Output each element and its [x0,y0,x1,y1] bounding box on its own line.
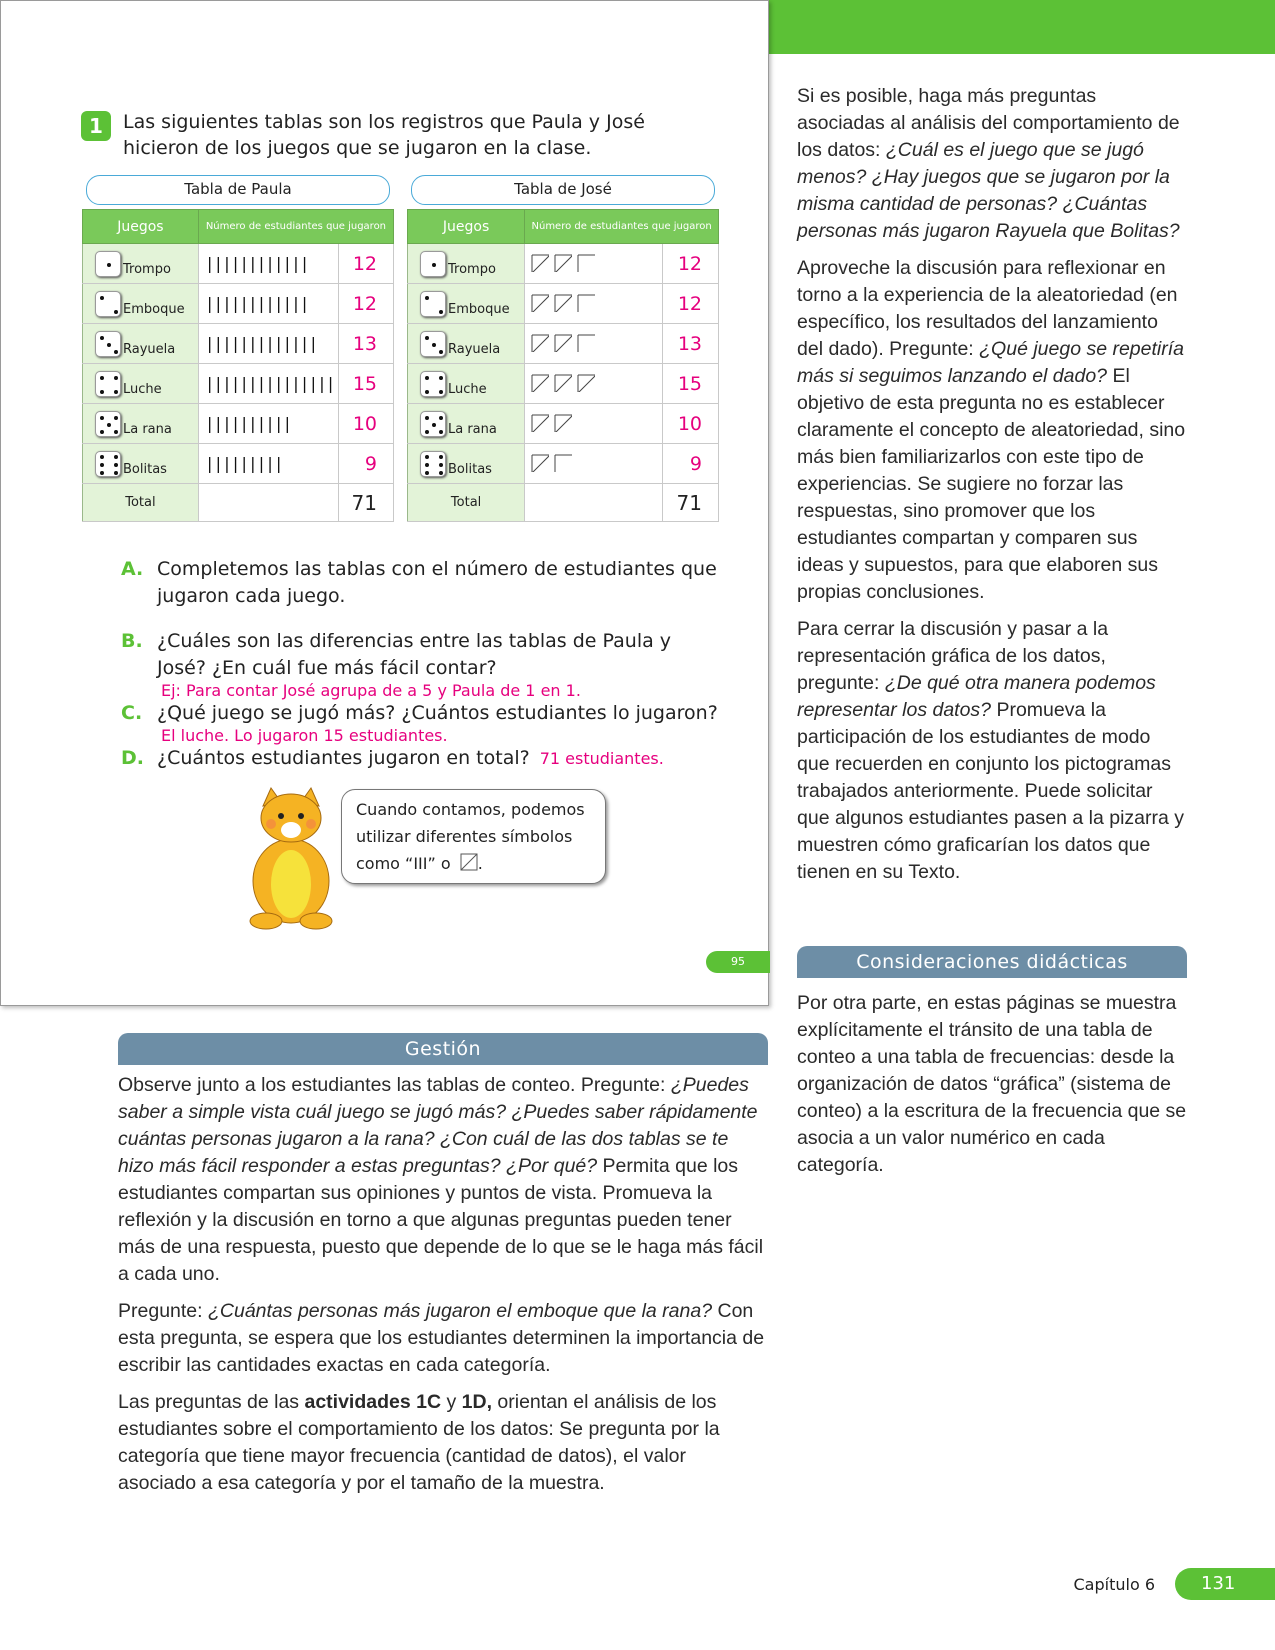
game-cell [83,244,199,284]
game-cell [83,364,199,404]
table-row [83,244,394,284]
jose-table [407,175,719,522]
tally-group-5-icon [554,414,572,432]
table-row [83,284,394,324]
question-b: B. ¿Cuáles son las diferencias entre las tablas de Paula y José? ¿En cuál fue más fácil contar? [121,630,672,679]
game-name: Trompo [448,261,496,277]
die-face-1-icon [95,251,121,277]
die-face-1-icon [420,251,446,277]
tally-group-5-icon [531,374,549,392]
total-label: Total [83,484,199,522]
total-row [408,484,719,522]
game-name: Bolitas [123,461,167,477]
game-name: Luche [448,381,487,397]
tally-cell [525,324,663,364]
activity-heading [81,109,663,161]
table-row [83,364,394,404]
table-row [408,444,719,484]
tally-box-icon [460,853,478,871]
total-row [83,484,394,522]
table-row [408,364,719,404]
die-face-6-icon [95,451,121,477]
tally-marks: ||||||||||||||| [204,374,335,393]
table-row [408,324,719,364]
guide-paragraph: Observe junto a los estudiantes las tablas de conteo. Pregunte: ¿Puedes saber a simple vista cuál juego se jugó más? ¿Puedes saber rápidamente cuántas personas jugaron a la rana? ¿Con cuál de las dos tablas se te hizo más fácil responder a estas preguntas? ¿Por qué? Permita que los estudiantes compartan sus opiniones y puntos de vista. Promueva la reflexión y la discusión en torno a que algunas preguntas pueden tener más de una respuesta, puesto que depende de lo que se le haga más fácil a cada uno. [118,1074,764,1285]
answer-d: 71 estudiantes. [539,749,664,768]
consideraciones-text: Por otra parte, en estas páginas se muestra explícitamente el tránsito de una tabla de conteo a una tabla de frecuencias: desde la organización de datos “gráfica” (sistema de conteo) a la escritura de la frecuencia que se asocia a un valor numérico en cada categoría. [797,992,1187,1176]
tally-cell [198,404,338,444]
die-face-5-icon [95,411,121,437]
game-name: Bolitas [448,461,492,477]
table-row [83,444,394,484]
student-page-number: 95 [706,951,770,973]
header-count: Número de estudiantes que jugaron [198,210,393,244]
tally-group-5-icon [531,254,549,272]
consideraciones-section-header: Consideraciones didácticas [797,946,1187,978]
tally-marks: |||||||||||| [204,294,309,313]
jose-table-title: Tabla de José [411,175,715,205]
cat-mascot-icon [241,786,341,931]
count-value: 12 [338,284,393,324]
tally-marks: |||||||||| [204,414,292,433]
guide-paragraph: Las preguntas de las actividades 1C y 1D, orientan el análisis de los estudiantes sobre el comportamiento de los datos: Se pregunta por la categoría que tiene mayor frecuencia (cantidad de datos), el valor asociado a esa categoría y por el tamaño de la muestra. [118,1391,720,1494]
guide-paragraph: Si es posible, haga más preguntas asociadas al análisis del comportamiento de los datos: ¿Cuál es el juego que se jugó menos? ¿Hay juegos que se jugaron por la misma cantidad de personas? ¿Cuántas personas más jugaron Rayuela que Bolitas? [797,85,1180,242]
tally-cell [198,244,338,284]
tally-cell [198,284,338,324]
game-name: La rana [123,421,172,437]
game-cell [408,444,525,484]
tally-marks: ||||||||| [204,454,283,473]
speech-bubble: Cuando contamos, podemos utilizar diferentes símbolos como “III” o . [341,789,606,884]
tally-cell [525,444,663,484]
tally-group-5-icon [554,334,572,352]
page-number: 131 [1175,1568,1275,1600]
guide-paragraph: Aproveche la discusión para reflexionar en torno a la experiencia de la aleatoriedad (en específico, los resultados del lanzamiento del dado). Pregunte: ¿Qué juego se repetiría más si seguimos lanzando el dado? El objetivo de esta pregunta no es establecer claramente el concepto de aleatoriedad, sino más bien familiarizarlos con este tipo de experiencias. Se sugiere no forzar las respuestas, sino promover que los estudiantes compartan y comparen sus ideas y supuestos, para que elaboren sus propias conclusiones. [797,257,1186,603]
count-value: 12 [338,244,393,284]
header-count: Número de estudiantes que jugaron [525,210,719,244]
gestion-text [118,1072,768,1507]
guide-paragraph: Pregunte: ¿Cuántas personas más jugaron el emboque que la rana? Con esta pregunta, se espera que los estudiantes determinen la importancia de escribir las cantidades exactas en cada categoría. [118,1300,765,1376]
header-green-band [769,0,1275,54]
questions-list [121,556,721,772]
die-face-6-icon [420,451,446,477]
question-d: D. ¿Cuántos estudiantes jugaron en total? 71 estudiantes. [121,745,721,772]
game-cell [83,284,199,324]
game-name: Rayuela [123,341,176,357]
tally-group-5-icon [554,254,572,272]
guide-right-column [797,83,1187,896]
game-cell [408,324,525,364]
table-row [83,324,394,364]
game-cell [408,284,525,324]
table-row [408,404,719,444]
count-value: 12 [663,244,719,284]
answer-c: El luche. Lo jugaron 15 estudiantes. [161,726,448,745]
tally-group-5-icon [531,294,549,312]
table-row [408,284,719,324]
tally-cell [198,364,338,404]
game-cell [83,324,199,364]
paula-table-title: Tabla de Paula [86,175,390,205]
tally-marks: ||||||||||||| [204,334,318,353]
game-cell [408,364,525,404]
total-value: 71 [338,484,393,522]
paula-table [82,175,394,522]
guide-paragraph: Para cerrar la discusión y pasar a la representación gráfica de los datos, pregunte: ¿De qué otra manera podemos representar los datos? Promueva la participación de los estudiantes de modo que recuerden en conjunto los pictogramas trabajados anteriormente. Puede solicitar que algunos estudiantes pasen a la pizarra y muestren cómo graficarían los datos que tienen en su Texto. [797,618,1185,883]
total-empty-cell [198,484,338,522]
game-name: Rayuela [448,341,501,357]
die-face-3-icon [95,331,121,357]
tally-group-5-icon [554,294,572,312]
tally-cell [198,324,338,364]
tally-group-5-icon [531,334,549,352]
game-cell [408,244,525,284]
count-value: 9 [338,444,393,484]
header-juegos: Juegos [408,210,525,244]
gestion-section-header: Gestión [118,1033,768,1065]
chapter-label: Capítulo 6 [1073,1574,1155,1594]
die-face-2-icon [95,291,121,317]
header-juegos: Juegos [83,210,199,244]
count-value: 12 [663,284,719,324]
table-row [83,404,394,444]
total-value: 71 [663,484,719,522]
game-name: Luche [123,381,162,397]
tally-group-5-icon [531,414,549,432]
count-value: 9 [663,444,719,484]
game-name: La rana [448,421,497,437]
game-cell [408,404,525,444]
game-cell [83,444,199,484]
count-value: 13 [338,324,393,364]
count-value: 10 [663,404,719,444]
count-value: 13 [663,324,719,364]
tally-group-4-icon [554,454,572,472]
tally-group-5-icon [531,454,549,472]
die-face-4-icon [95,371,121,397]
game-cell [83,404,199,444]
tally-marks: |||||||||||| [204,254,309,273]
tally-cell [525,364,663,404]
answer-b: Ej: Para contar José agrupa de a 5 y Paula de 1 en 1. [161,681,581,700]
table-row [408,244,719,284]
page-footer [1074,1568,1275,1600]
activity-prompt: Las siguientes tablas son los registros que Paula y José hicieron de los juegos que se jugaron en la clase. [123,111,645,159]
question-c: C. ¿Qué juego se jugó más? ¿Cuántos estudiantes lo jugaron? [121,702,718,724]
tally-cell [525,244,663,284]
count-value: 10 [338,404,393,444]
question-a: A. Completemos las tablas con el número de estudiantes que jugaron cada juego. [121,558,717,607]
tally-cell [525,404,663,444]
game-name: Emboque [123,301,185,317]
die-face-4-icon [420,371,446,397]
activity-number-badge: 1 [81,111,111,141]
tally-group-2-icon [577,294,595,312]
count-value: 15 [663,364,719,404]
tally-group-5-icon [577,374,595,392]
die-face-2-icon [420,291,446,317]
count-value: 15 [338,364,393,404]
game-name: Emboque [448,301,510,317]
die-face-3-icon [420,331,446,357]
tally-cell [525,284,663,324]
tally-cell [198,444,338,484]
die-face-5-icon [420,411,446,437]
tally-group-3-icon [577,334,595,352]
total-empty-cell [525,484,663,522]
tally-group-5-icon [554,374,572,392]
total-label: Total [408,484,525,522]
game-name: Trompo [123,261,171,277]
tally-group-2-icon [577,254,595,272]
student-page-thumbnail [0,0,769,1006]
